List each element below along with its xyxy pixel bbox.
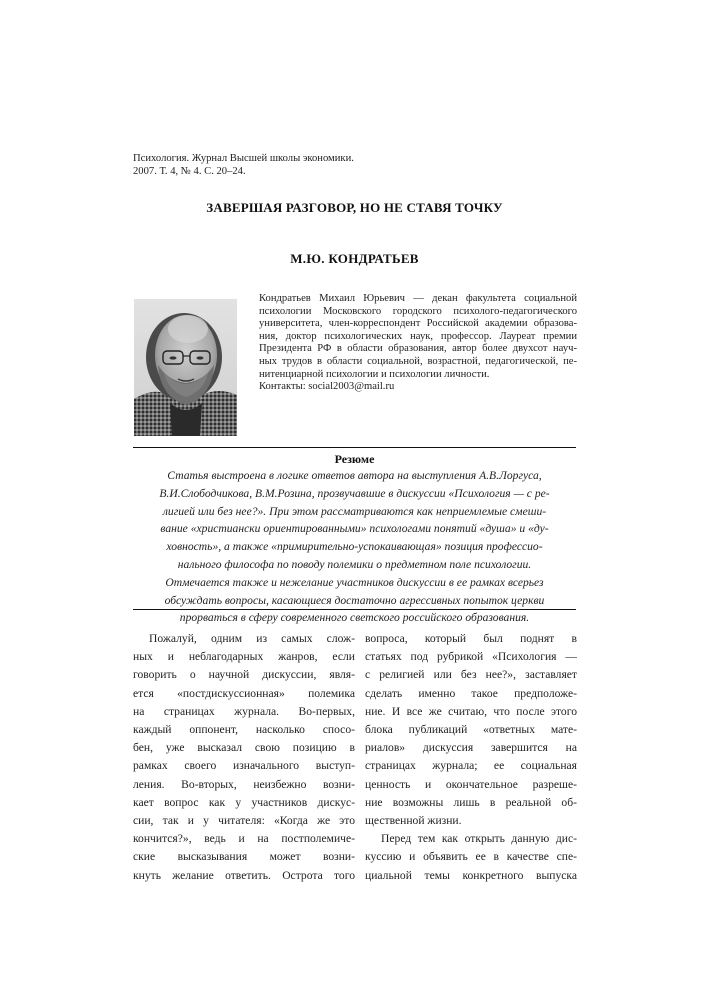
body-line: ется «постдискуссионная» полемика	[133, 686, 355, 700]
abstract-line: В.И.Слободчикова, В.М.Розина, прозвучавшие в дискуссии «Психология — с ре-	[159, 486, 550, 500]
bio-contact: Контакты: social2003@mail.ru	[259, 381, 395, 393]
bio-line: нитенциарной психологии и психологии личности.	[259, 368, 490, 380]
body-column-right	[365, 630, 577, 885]
body-line: на страницах журнала. Во-первых,	[133, 704, 355, 718]
body-line: ных и неблагодарных жанров, если	[133, 650, 355, 664]
body-line: циальной темы конкретного выпуска	[365, 868, 577, 882]
abstract-line: Статья выстроена в логике ответов автора на выступления А.В.Лоргуса,	[167, 469, 542, 482]
abstract-top-divider	[133, 447, 576, 448]
body-line: ские высказывания может возни-	[133, 850, 355, 864]
abstract-text	[133, 467, 576, 627]
bio-line: ных трудов в области социальной, возрастной, педагогической, пе-	[259, 355, 577, 367]
author-portrait-image	[134, 299, 237, 436]
body-line: рамках своего изначального выступ-	[133, 759, 355, 773]
body-column-left	[133, 630, 355, 885]
abstract-line: вание «христиански ориентированными» психологами понятий «душа» и «ду-	[160, 522, 549, 536]
journal-name: Психология. Журнал Высшей школы экономики.	[133, 153, 354, 164]
body-line: кончится?», ведь и на постполемиче-	[133, 832, 355, 846]
body-line: ценность и окончательное разреше-	[365, 777, 577, 791]
abstract-line: обсуждать вопросы, касающиеся достаточно агрессивных попыток церкви	[164, 593, 545, 607]
author-photo	[134, 299, 237, 436]
abstract-line: прорваться в сферу современного светского российского образования.	[179, 611, 530, 625]
body-line: говорить о научной дискуссии, явля-	[133, 668, 355, 682]
abstract-line: Отмечается также и нежелание участников дискуссии в ее рамках всерьез	[165, 575, 544, 589]
body-line: страницах журнала; ее социальная	[365, 759, 577, 773]
body-line: сии, так и у читателя: «Когда же это	[133, 814, 355, 828]
body-line: вопроса, который был поднят в	[365, 632, 577, 645]
body-line: щественной жизни.	[365, 814, 462, 828]
abstract-heading: Резюме	[334, 452, 375, 466]
body-line: статьях под рубрикой «Психология —	[365, 650, 577, 664]
abstract-line: ховность», а также «примирительно-успокаивающая» позиция профессио-	[166, 540, 543, 554]
journal-issue: 2007. Т. 4, № 4. С. 20–24.	[133, 166, 246, 177]
body-line: с религией или без нее?», заставляет	[365, 668, 577, 682]
body-line: ние возможны лишь в реальной об-	[365, 795, 577, 809]
body-line: бен, уже высказал свою позицию в	[133, 741, 355, 755]
author-bio	[259, 293, 577, 394]
body-line: каждый оппонент, насколько спосо-	[133, 723, 355, 737]
abstract-line: нального философа по поводу полемики о предметном поле психологии.	[177, 557, 532, 571]
body-line: кнуть желание ответить. Острота того	[133, 868, 355, 882]
body-line: Пожалуй, одним из самых слож-	[149, 632, 355, 645]
bio-line: ния, доктор психологических наук, профессор. Лауреат премии	[259, 330, 577, 342]
bio-line: Президента РФ в области образования, автор более двухсот науч-	[259, 343, 577, 355]
body-line: блока публикаций «ответных мате-	[365, 723, 577, 737]
body-line: сделать именно такое предположе-	[365, 686, 577, 700]
article-author: М.Ю. КОНДРАТЬЕВ	[290, 251, 419, 266]
bio-line: психологии Московского городского психолого-педагогического	[259, 305, 577, 317]
abstract-line: лигией или без нее?». При этом рассматриваются как неприемлемые смеши-	[162, 504, 547, 518]
article-title: ЗАВЕРШАЯ РАЗГОВОР, НО НЕ СТАВЯ ТОЧКУ	[206, 200, 503, 215]
bio-line: Кондратьев Михаил Юрьевич — декан факультета социальной	[259, 293, 577, 304]
body-line: ние. И все же считаю, что после этого	[365, 704, 577, 718]
body-line: риалов» дискуссия завершится на	[365, 741, 577, 755]
body-line: ления. Во-вторых, неизбежно возни-	[133, 777, 355, 791]
body-line: куссию и объявить ее в качестве спе-	[365, 850, 577, 864]
body-line: Перед тем как открыть данную дис-	[381, 832, 577, 846]
journal-citation	[133, 152, 453, 178]
abstract-bottom-divider	[133, 609, 576, 610]
bio-line: университета, член-корреспондент Российской академии образова-	[259, 318, 577, 330]
body-line: кает вопрос как у участников дискус-	[133, 795, 355, 809]
